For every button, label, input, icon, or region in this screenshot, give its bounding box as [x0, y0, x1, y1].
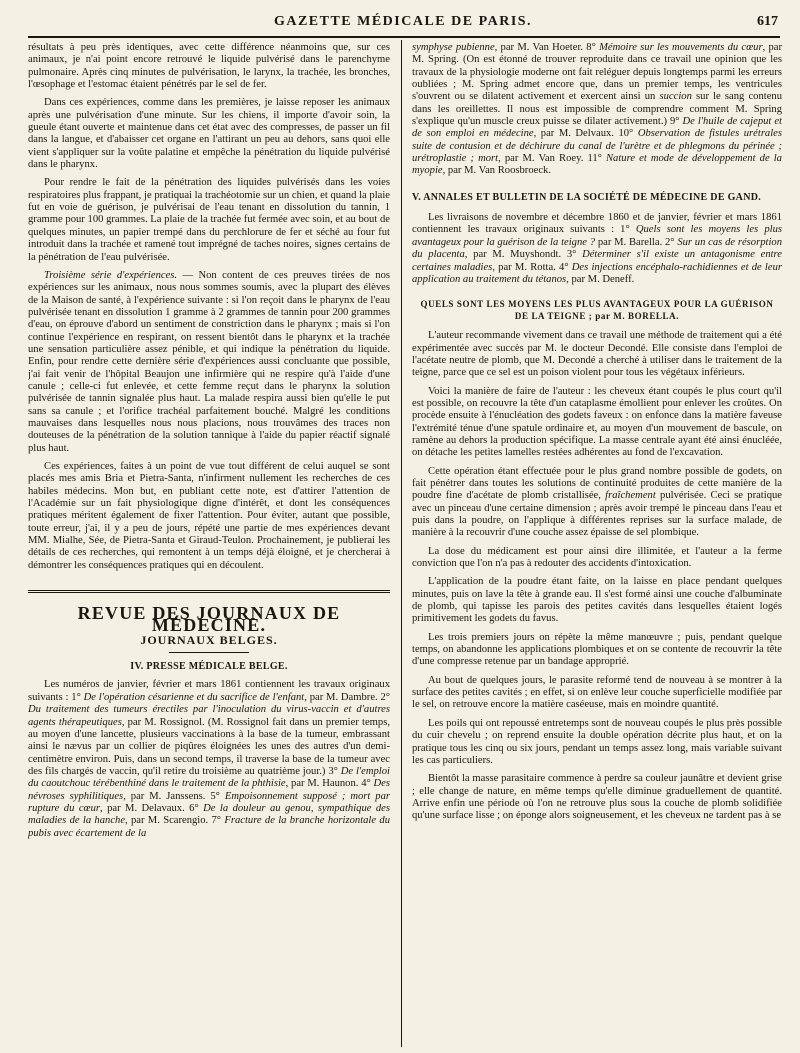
- subsection-heading: [412, 298, 782, 322]
- text: , par M. Scarengio. 7°: [125, 815, 225, 827]
- paragraph: [412, 212, 782, 286]
- text: pulvérisée. Ceci se pratique avec un pinceau d'une certaine dimension ; après avoir trempé le pinceau dans l'eau et puis dans la poudre, on l'applique à différentes reprises sur la surface malade, de manière à la recouvrir d'une couche assez épaisse de sel plombique.: [412, 490, 782, 539]
- text: , par M. Rossignol. (M. Rossignol fait dans un premier temps, au moyen d'une lancette, plusieurs vaccinations à la base de la tumeur, embrassant ainsi le nævus par un collier de piqûres éloignées les unes des autres d'un demi-centimètre environ. Puis, dans un second temps, il traverse la base de la tumeur avec des fils chargés de vaccin, qu'il retire du troisième au quatrième jour.) 3°: [28, 716, 390, 777]
- text: Cette opération étant effectuée pour le plus grand nombre possible de godets, on fait pénétrer dans toutes les solutions de continuité produites de cette manière de la poudre fine d'acétate de plomb cristallisée,: [412, 465, 782, 502]
- emphasis: fraîchement: [605, 490, 656, 502]
- short-rule: [169, 652, 249, 653]
- text: par M. Barella. 2°: [595, 236, 678, 248]
- text: , par M. Rotta. 4°: [492, 261, 572, 273]
- revue-title: REVUE DES JOURNAUX DE MÉDECINE.: [77, 603, 341, 636]
- left-column: [28, 42, 390, 1047]
- paragraph: La dose du médicament est pour ainsi dire illimitée, et l'auteur a la ferme conviction que l'on n'a pas à redouter des accidents d'intoxication.: [412, 545, 782, 570]
- article-title: Déterminer s'il existe un antagonisme entre certaines maladies: [412, 249, 782, 273]
- article-title: Quels sont les moyens les plus avantageux pour la guérison de la teigne ?: [412, 224, 782, 248]
- page-header: [28, 14, 778, 36]
- text: , par M. Delvaux. 10°: [533, 128, 638, 140]
- section-heading: IV. PRESSE MÉDICALE BELGE.: [130, 661, 288, 673]
- paragraph: Au bout de quelques jours, le parasite reformé tend de nouveau à se montrer à la surface des petites cavités ; en effet, si on enlève leur couche superficielle modifiée par le sel, on retrouve encore la matière caséeuse, mais en moindre quantité.: [412, 674, 782, 711]
- text: , par M. Janssens. 5°: [123, 790, 225, 802]
- paragraph: L'application de la poudre étant faite, on la laisse en place pendant quelques minutes, puis on lave la tête à grande eau. Il s'est formé ainsi une couche d'albuminate de plomb, qui tapisse les parois des petites cavités dans lesquelles étaient logés primitivement les godets du favus.: [412, 576, 782, 625]
- paragraph-italic-lead: Troisième série d'expériences.: [44, 269, 178, 281]
- paragraph: [28, 270, 390, 455]
- paragraph: Dans ces expériences, comme dans les premières, je laisse reposer les animaux après une pulvérisation d'une minute. Sur les chiens, il importe d'avoir soin, la gueule étant ouverte et maintenue dans cet état avec des compresses, de passer un fil dans la langue, et d'abaisser cet organe en l'attirant un peu au dehors, sans quoi elle vient s'appliquer sur la voûte palatine et empêche la pénétration du liquide pulvérisé dans le pharynx.: [28, 97, 390, 171]
- paragraph: L'auteur recommande vivement dans ce travail une méthode de traitement qui a été expérimentée avec succès par M. le docteur Decondé. Elle consiste dans l'emploi de l'acétate neutre de plomb, que M. Decondé a cherché à utiliser dans le traitement de la teigne, parce que ce sel est un poison violent pour tous les végétaux inférieurs.: [412, 330, 782, 379]
- article-title: De l'huile de cajeput et de son emploi en médecine: [412, 116, 782, 140]
- text: , par M. Delavaux. 6°: [100, 802, 204, 814]
- article-title: Des injections encéphalo-rachidiennes et de leur application au traitement du tétanos: [412, 261, 782, 285]
- subsection-heading-line: QUELS SONT LES MOYENS LES PLUS AVANTAGEUX POUR LA GUÉRISON: [420, 299, 774, 310]
- text: , par M. Spring. (On est étonné de trouver reproduite dans ce travail une opinion que les travaux de la physiologie moderne ont fait reléguer depuis longtemps parmi les erreurs oubliées ; M. Spring admet encore que, dans un premier temps, les ventricules s'ouvrent ou se dilatent activement et exercent ainsi un: [412, 42, 782, 103]
- paragraph: [412, 42, 782, 178]
- paragraph-text: — Non content de ces preuves tirées de nos expériences sur les animaux, nous nous sommes soumis, avec la plupart des élèves de la Maison de santé, à l'expérience suivante : si l'on reçoit dans le pharynx de l'eau pulvérisée tenant en dissolution 1 gramme à 2 grammes de tannin pour 200 grammes d'eau, on éprouve d'abord un sentiment de constriction dans le pharynx ; mais si l'on continue l'expérience en respirant, on ressent bientôt dans le pharynx et la trachée une sensation particulière assez pénible, et qui indique la pénétration du liquide. Enfin, pour rendre cette dernière série d'expériences aussi concluante que possible, j'ai fait venir de l'hôpital Beaujon une infirmière qui ne respire qu'à l'aide d'une canule ; celle-ci fut enlevée, et cette femme reçut dans le pharynx la solution pulvérisée de tannin signalée plus haut. La malade respira aussi bien qu'elle le put sans sa canule ; et l'orifice trachéal parfaitement bouché. Malgré les conditions mauvaises dans lesquelles nous nous placions, nous trouvâmes des traces non douteuses de la pénétration de la solution tannique à l'aide du papier réactif signalé plus haut.: [28, 269, 390, 454]
- paragraph: Bientôt la masse parasitaire commence à perdre sa couleur jaunâtre et devient grise ; elle change de nature, en même temps qu'elle diminue graduellement de quantité. Arrive enfin une période où l'on ne retrouve plus sous la couche de plomb solidifiée qu'une surface lisse ; on éponge alors soigneusement, et les cheveux ne tardent pas à se: [412, 773, 782, 822]
- paragraph: [412, 466, 782, 540]
- article-title: Observation de fistules urétrales suite de contusion et de déchirure du canal de l'urètre et de phlegmons du périnée ; urétroplastie ; mort: [412, 128, 782, 165]
- paragraph: Les poils qui ont repoussé entretemps sont de nouveau coupés le plus près possible du cuir chevelu ; on reprend ensuite la double opération décrite plus haut, et on la pratique tous les cinq ou six jours, pendant un temps assez long, mais variable suivant les cas particuliers.: [412, 717, 782, 766]
- paragraph: [28, 679, 390, 839]
- text: , par M. Deneff.: [566, 273, 635, 285]
- page-number: 617: [757, 14, 778, 29]
- paragraph: résultats à peu près identiques, avec cette différence néanmoins que, sur ces animaux, je n'ai point encore retrouvé le liquide pulvérisé dans le parenchyme pulmonaire. Après cinq minutes de pulvérisation, le larynx, la trachée, les bronches, l'œsophage et l'estomac étaient pénétrés par le sel de fer.: [28, 42, 390, 91]
- article-title: Sur un cas de résorption du placenta: [412, 236, 782, 261]
- text: , par M. Dambre. 2°: [304, 691, 390, 703]
- text: , par M. Van Roosbroeck.: [442, 165, 551, 177]
- article-title: Des névroses syphilitiques: [28, 778, 390, 802]
- text: Les livraisons de novembre et décembre 1860 et de janvier, février et mars 1861 contiennent les travaux originaux suivants : 1°: [412, 212, 782, 236]
- text: sur le sang contenu dans les oreillettes. Il nous est impossible de comprendre comment M. Spring s'explique qu'un muscle creux puisse se dilater activement.) 9°: [412, 91, 782, 128]
- article-title: Empoisonnement supposé ; mort par rupture du cœur: [28, 790, 390, 814]
- article-title: Mémoire sur les mouvements du cœur: [599, 42, 763, 53]
- text: Les numéros de janvier, février et mars 1861 contiennent les travaux originaux suivants : 1°: [28, 679, 390, 703]
- text: , par M. Haunon. 4°: [285, 778, 374, 790]
- article-title: symphyse pubienne: [412, 42, 495, 53]
- paragraph: Voici la manière de faire de l'auteur : les cheveux étant coupés le plus court qu'il est possible, on recouvre la tête d'un cataplasme émollient pour enlever les croûtes. On procède ensuite à l'énucléation des godets faveux : on enfonce dans la matière faveuse l'extrémité ténue d'une spatule ordinaire et, au moyen d'un mouvement de bascule, on ramène au dehors la production spécifique. La masse centrale ayant été ainsi énucléée, on détache les petites lamelles restées adhérentes au fond de l'excavation.: [412, 385, 782, 459]
- right-column: [412, 42, 782, 1047]
- header-rule: [28, 36, 780, 38]
- column-divider: [401, 40, 402, 1047]
- article-title: De l'emploi du caoutchouc térébenthiné dans le traitement de la phthisie: [28, 765, 390, 790]
- revue-subtitle: JOURNAUX BELGES.: [140, 632, 278, 647]
- journal-title: GAZETTE MÉDICALE DE PARIS.: [273, 14, 533, 29]
- subsection-heading-line: DE LA TEIGNE ; par M. BORELLA.: [514, 311, 680, 322]
- article-title: Nature et mode de développement de la myopie: [412, 153, 782, 177]
- article-title: Fracture de la branche horizontale du pubis avec écartement de la: [28, 815, 390, 839]
- article-title: De la douleur au genou, sympathique des maladies de la hanche: [28, 802, 390, 827]
- paragraph: Pour rendre le fait de la pénétration des liquides pulvérisés dans les voies respiratoires plus frappant, je pratiquai la trachéotomie sur un chien, et quand la plaie fut en voie de guérison, je pulvérisai de l'eau tenant en dissolution du tannin, 1 gramme pour 100 grammes. La plaie de la trachée fut fermée avec soin, et au bout de quelques minutes, un papier trempé dans du perchlorure de fer et séché au four fut introduit dans la trachée et ramené tout imprégné de taches noires, signes certains de la pénétration de l'eau pulvérisée.: [28, 177, 390, 263]
- paragraph: Ces expériences, faites à un point de vue tout différent de celui auquel se sont placés mes amis Bria et Pietra-Santa, n'infirment nullement les recherches de ces habiles médecins. Mon but, en publiant cette note, est d'attirer l'attention de l'Académie sur un fait physiologique digne d'intérêt, et dont les conséquences pratiques méritent également de fixer l'attention. Pour éviter, autant que possible, toute erreur, j'ai, il y a peu de jours, répété une partie de mes expériences devant MM. Mialhe, Sée, de Pietra-Santa et Giraud-Teulon. Prochainement, je publierai les détails de ces recherches, qui remontent à un temps déjà éloigné, et je chercherai à démontrer les conséquences pratiques qui en découlent.: [28, 461, 390, 571]
- section-rule: [28, 590, 390, 593]
- text: , par M. Van Roey. 11°: [498, 153, 606, 165]
- section-heading: V. ANNALES ET BULLETIN DE LA SOCIÉTÉ DE MÉDECINE DE GAND.: [412, 191, 762, 203]
- article-title: Du traitement des tumeurs érectiles par l'inoculation du virus-vaccin et d'autres agents thérapeutiques: [28, 704, 390, 728]
- text: , par M. Van Hoeter. 8°: [494, 42, 600, 53]
- emphasis: succion: [659, 91, 692, 103]
- article-title: De l'opération césarienne et du sacrifice de l'enfant: [83, 691, 305, 703]
- text: , par M. Muyshondt. 3°: [464, 249, 583, 261]
- paragraph: Les trois premiers jours on répète la même manœuvre ; puis, pendant quelque temps, on abandonne les applications plombiques et on se contente de recouvrir la tête d'une compresse retenue par un bandage approprié.: [412, 631, 782, 668]
